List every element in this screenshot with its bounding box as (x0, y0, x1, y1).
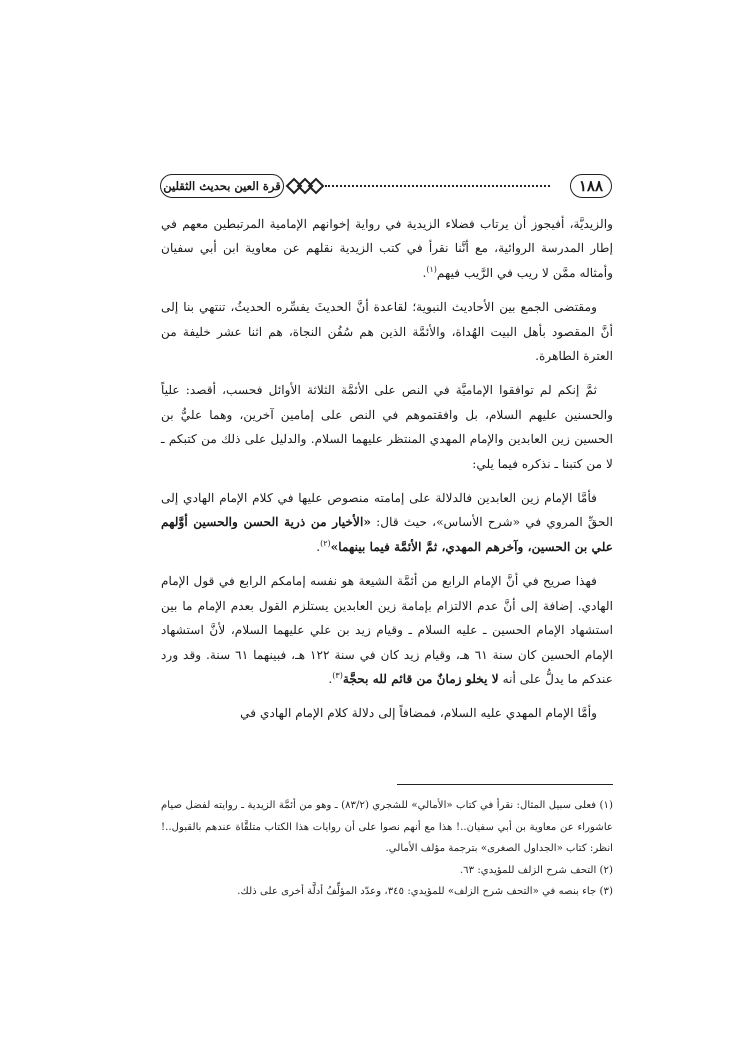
footnote-separator (397, 784, 613, 785)
paragraph-5: فهذا صريح في أنَّ الإمام الرابع من أئمَّة الشيعة هو نفسه إمامكم الرابع في قول الإمام الهادي. إضافة إلى أنَّ عدم الالتزام بإمامة زين العابدين يستلزم القول بعدم الإمام ما بين استشهاد الإمام الحسين ـ عليه السلام ـ وقيام زيد بن علي عليهما السلام، لأنَّ استشهاد الإمام الحسين كان سنة ٦١ هـ، وقيام زيد كان في سنة ١٢٢ هـ، فبينهما ٦١ سنة. وقد ورد عندكم ما يدلُّ على أنه لا يخلو زمانٌ من قائم لله بحجَّة$^{(٣)}$. (161, 574, 613, 686)
paragraph-1: والزيديَّة، أفيجوز أن يرتاب فضلاء الزيدية في رواية إخوانهم الإمامية المرتبطين معهم في إطار المدرسة الروائية، مع أنَّنا نقرأ في كتب الزيدية نقلهم عن معاوية ابن أبي سفيان وأمثاله ممَّن لا ريب في الرَّيب فيهم$^{(١)}$. (161, 217, 613, 280)
footnote-3: (٣) جاء بنصه في «التحف شرح الزلف» للمؤيدي: ٣٤٥، وعدّد المؤلِّفُ أدلَّة أخرى على ذلك. (237, 886, 613, 897)
main-text (161, 212, 613, 736)
footnote-ref-1: (١) (426, 264, 437, 274)
quoted-hadith: «الأخيار من ذرية الحسن والحسين أوَّلهم علي بن الحسين، وآخرهم المهدي، ثمَّ الأئمَّة فيما بينهما» (161, 515, 613, 554)
ornament-knot-icon (283, 175, 327, 197)
paragraph-3: ثمَّ إنكم لم توافقوا الإماميَّة في النص على الأئمَّة الثلاثة الأوائل فحسب، أقصد: علياً والحسنين عليهم السلام، بل وافقتموهم في النص على إمامين آخرين، وهما عليُّ بن الحسين زين العابدين والإمام المهدي المنتظر عليهما السلام. والدليل على ذلك من كتبكم ـ لا من كتبنا ـ نذكره فيما يلي: (161, 383, 613, 471)
footnote-ref-2: (٢) (320, 538, 331, 548)
paragraph-6: وأمَّا الإمام المهدي عليه السلام، فمضافاً إلى دلالة كلام الإمام الهادي في (240, 706, 597, 721)
paragraph-2: ومقتضى الجمع بين الأحاديث النبوية؛ لقاعدة أنَّ الحديثَ يفسِّره الحديثُ، تنتهي بنا إلى أنَّ المقصود بأهل البيت الهُداة، والأئمَّة الذين هم سُفُن النجاة، هم اثنا عشر خليفة من العترة الطاهرة. (161, 300, 613, 364)
page-header (160, 172, 612, 202)
page-number: ١٨٨ (570, 174, 612, 198)
header-dotted-rule (325, 185, 550, 187)
quoted-phrase: لا يخلو زمانٌ من قائم لله بحجَّة (342, 671, 499, 686)
footnote-1: (١) فعلى سبيل المثال: نقرأ في كتاب «الأمالي» للشجري (٨٣/٢) ـ وهو من أئمَّة الزيدية ـ روايته لفضل صيام عاشوراء عن معاوية بن أبي سفيان..! هذا مع أنهم نصوا على أن روايات هذا الكتاب متلقَّاة عندهم بالقبول..! انظر: كتاب «الجداول الصغرى» بترجمة مؤلف الأمالي. (161, 800, 613, 854)
footnotes (161, 795, 613, 903)
paragraph-4: فأمَّا الإمام زين العابدين فالدلالة على إمامته منصوص عليها في كلام الإمام الهادي إلى الحقِّ المروي في «شرح الأساس»، حيث قال: «الأخيار من ذرية الحسن والحسين أوَّلهم علي بن الحسين، وآخرهم المهدي، ثمَّ الأئمَّة فيما بينهما»$^{(٢)}$. (161, 491, 614, 554)
footnote-2: (٢) التحف شرح الزلف للمؤيدي: ٦٣. (459, 864, 613, 876)
footnote-ref-3: (٣) (332, 670, 343, 680)
running-book-title: قرة العين بحديث الثقلين (160, 174, 284, 198)
